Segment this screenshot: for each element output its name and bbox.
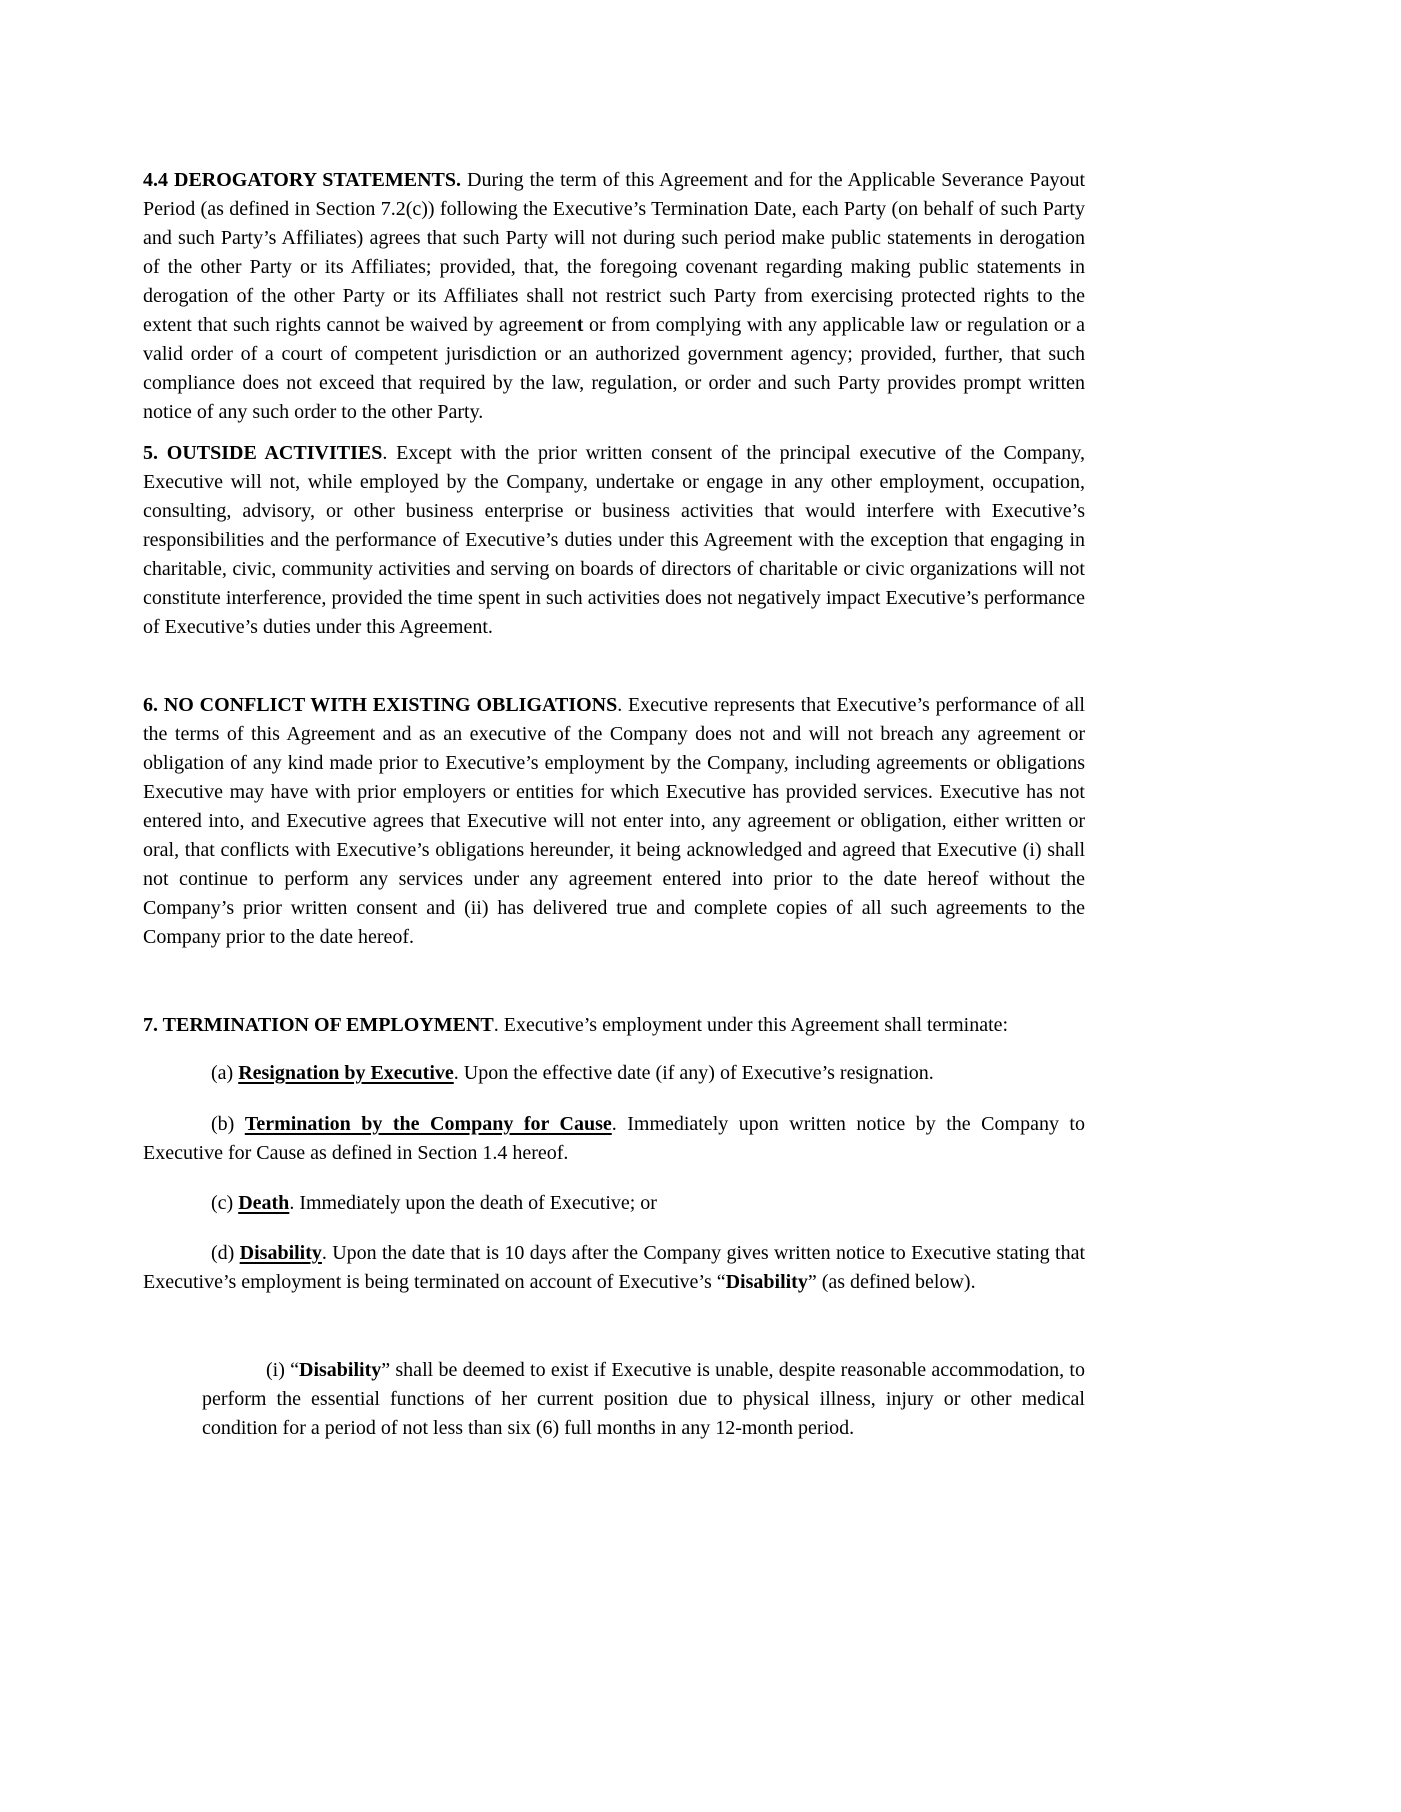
item-c-label: (c) [211,1192,239,1214]
item-d-disability [143,1239,1085,1297]
item-a-resignation [143,1059,1085,1088]
item-d-title: Disability [239,1242,322,1264]
item-b-body: . Immediately upon written notice by the Company to Executive for Cause as defined in Section 1.4 hereof. [143,1113,1085,1164]
section-6-body: . Executive represents that Executive’s performance of all the terms of this Agreement and as an executive of the Company does not and will not breach any agreement or obligation of any kind made prior to Executive’s employment by the Company, including agreements or obligations Executive may have with prior employers or entities for which Executive has provided services. Executive has not entered into, and Executive agrees that Executive will not enter into, any agreement or obligation, either written or oral, that conflicts with Executive’s obligations hereunder, it being acknowledged and agreed that Executive (i) shall not continue to perform any services under any agreement entered into prior to the date hereof without the Company’s prior written consent and (ii) has delivered true and complete copies of all such agreements to the Company prior to the date hereof. [143,694,1085,948]
section-7-heading: 7. TERMINATION OF EMPLOYMENT [143,1014,494,1036]
item-b-title: Termination by the Company for Cause [244,1113,612,1135]
section-6-no-conflict [143,691,1085,952]
section-5-body: . Except with the prior written consent of the principal executive of the Company, Executive will not, while employed by the Company, undertake or engage in any other employment, occupation, consulting, advisory, or other business enterprise or business activities that would interfere with Executive’s responsibilities and the performance of Executive’s duties under this Agreement with the exception that engaging in charitable, civic, community activities and serving on boards of directors of charitable or civic organizations will not constitute interference, provided the time spent in such activities does not negatively impact Executive’s performance of Executive’s duties under this Agreement. [143,442,1086,638]
section-7-body: . Executive’s employment under this Agreement shall terminate: [493,1014,1009,1036]
item-i-term: Disability [299,1359,382,1381]
item-c-body: . Immediately upon the death of Executive; or [289,1192,657,1214]
item-c-title: Death [238,1192,290,1214]
section-5-outside-activities [143,439,1085,642]
section-4-4-heading: 4.4 DEROGATORY STATEMENTS. [143,169,462,191]
item-b-termination-for-cause [143,1110,1085,1168]
item-i-disability-definition [202,1356,1085,1443]
item-a-label: (a) [211,1062,239,1084]
item-a-title: Resignation by Executive [238,1062,454,1084]
item-b-label: (b) [211,1113,245,1135]
item-d-body-a: . Upon the date that is 10 days after the Company gives written notice to Executive stating that Executive’s employment is being terminated on account of Executive’s “ [143,1242,1085,1293]
item-a-body: . Upon the effective date (if any) of Executive’s resignation. [453,1062,934,1084]
item-i-body: ” shall be deemed to exist if Executive is unable, despite reasonable accommodation, to perform the essential functions of her current position due to physical illness, injury or other medical condition for a period of not less than six (6) full months in any 12-month period. [202,1359,1085,1439]
section-5-heading: 5. OUTSIDE ACTIVITIES [143,442,383,464]
document-content [143,166,1085,1443]
section-4-4-derogatory-statements [143,166,1085,427]
item-i-label: (i) “ [266,1359,300,1381]
section-4-4-bold-t: t [576,314,584,336]
section-6-heading: 6. NO CONFLICT WITH EXISTING OBLIGATIONS [143,694,618,716]
section-4-4-body-b: or from complying with any applicable law or regulation or a valid order of a court of competent jurisdiction or an authorized government agency; provided, further, that such compliance does not exceed that required by the law, regulation, or order and such Party provides prompt written notice of any such order to the other Party. [143,314,1085,423]
item-d-term: Disability [725,1271,808,1293]
item-d-body-b: ” (as defined below). [807,1271,976,1293]
item-d-label: (d) [211,1242,240,1264]
section-7-termination-of-employment [143,1011,1085,1040]
section-4-4-body-a: During the term of this Agreement and for the Applicable Severance Payout Period (as defined in Section 7.2(c)) following the Executive’s Termination Date, each Party (on behalf of such Party and such Party’s Affiliates) agrees that such Party will not during such period make public statements in derogation of the other Party or its Affiliates; provided, that, the foregoing covenant regarding making public statements in derogation of the other Party or its Affiliates shall not restrict such Party from exercising protected rights to the extent that such rights cannot be waived by agreemen [143,169,1086,336]
item-c-death [143,1189,1085,1218]
